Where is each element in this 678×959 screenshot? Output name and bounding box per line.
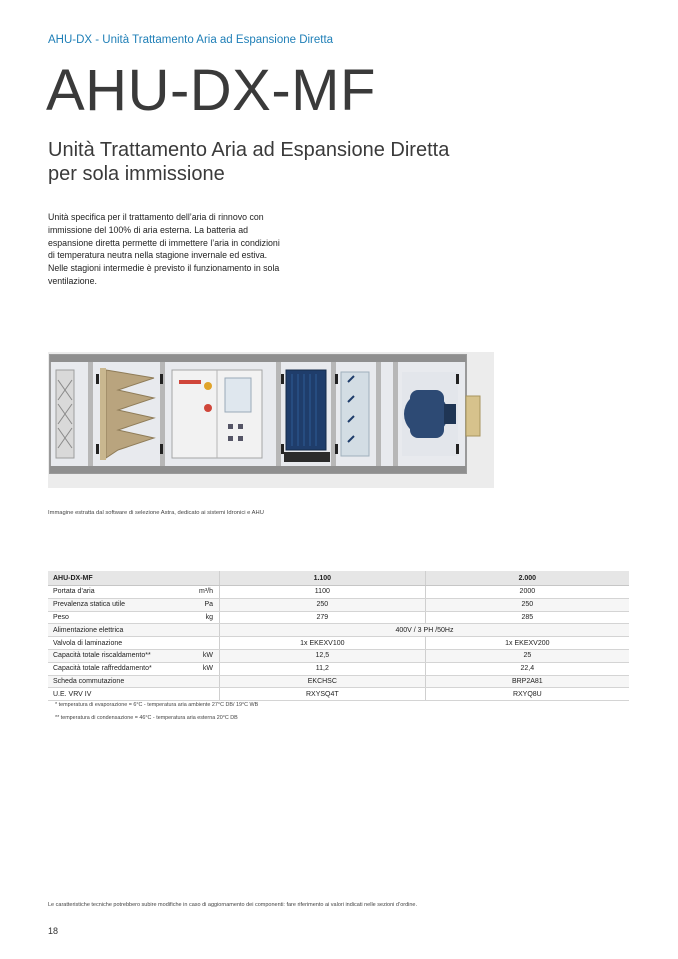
subtitle-line-2: per sola immissione [48, 163, 225, 185]
row-value-1: 279 [220, 611, 426, 624]
row-unit: kg [186, 611, 220, 624]
subtitle-line-1: Unità Trattamento Aria ad Espansione Diretta [48, 139, 450, 161]
table-row [48, 649, 629, 662]
intro-paragraph-2: Nelle stagioni intermedie è previsto il funzionamento in sola ventilazione. [48, 263, 280, 286]
row-unit [186, 675, 220, 688]
row-value-1: 11,2 [220, 662, 426, 675]
row-unit: m³/h [186, 586, 220, 599]
row-label: Alimentazione elettrica [48, 624, 186, 637]
row-label: U.E. VRV IV [48, 688, 186, 701]
row-value-1: 1x EKEXV100 [220, 637, 426, 650]
table-row [48, 675, 629, 688]
specs-table [48, 571, 629, 701]
dx-coil [284, 370, 330, 462]
row-value-2: 250 [425, 598, 629, 611]
row-unit: kW [186, 662, 220, 675]
row-value-1: 250 [220, 598, 426, 611]
control-panel [172, 370, 262, 458]
row-label: Valvola di laminazione [48, 637, 186, 650]
droplet-separator [341, 372, 369, 456]
page-title: AHU-DX-MF [46, 58, 376, 123]
bottom-rail [50, 466, 466, 473]
header-size-1: 1.100 [220, 571, 426, 586]
row-value-2: 285 [425, 611, 629, 624]
figure-caption: Immagine estratta dal software di selezione Astra, dedicato ai sistemi Idronici e AHU [48, 510, 264, 516]
row-unit: kW [186, 649, 220, 662]
row-value-1: 1100 [220, 586, 426, 599]
footnote-heating: ** temperatura di condensazione = 46°C - temperatura aria esterna 20°C DB [55, 715, 238, 721]
page-subtitle [48, 138, 528, 186]
row-value-merged: 400V / 3 PH /50Hz [220, 624, 630, 637]
ahu-unit-illustration [48, 352, 494, 488]
row-label: Capacità totale riscaldamento** [48, 649, 186, 662]
row-label: Prevalenza statica utile [48, 598, 186, 611]
row-value-2: BRP2A81 [425, 675, 629, 688]
table-row [48, 598, 629, 611]
page-number: 18 [48, 926, 59, 936]
row-value-1: RXYSQ4T [220, 688, 426, 701]
ahu-unit-drawing [48, 352, 494, 488]
outlet-damper [466, 396, 480, 436]
row-unit [186, 637, 220, 650]
table-footnotes [55, 699, 258, 725]
table-row [48, 662, 629, 675]
specs-header-row [48, 571, 629, 586]
header-size-2: 2.000 [425, 571, 629, 586]
row-value-2: RXYQ8U [425, 688, 629, 701]
table-row [48, 624, 629, 637]
row-value-2: 25 [425, 649, 629, 662]
top-rail [50, 355, 466, 362]
row-label: Portata d’aria [48, 586, 186, 599]
table-row [48, 611, 629, 624]
row-label: Scheda commutazione [48, 675, 186, 688]
row-label: Peso [48, 611, 186, 624]
intro-paragraph-1: Unità specifica per il trattamento dell’aria di rinnovo con immissione del 100% di aria esterna. La batteria ad espansione diretta permette di immettere l’aria in condizioni di temperatura neutra nella stagione invernale ed estiva. [48, 212, 280, 261]
row-value-2: 2000 [425, 586, 629, 599]
intro-text [48, 211, 288, 288]
row-value-2: 1x EKEXV200 [425, 637, 629, 650]
row-label: Capacità totale raffreddamento* [48, 662, 186, 675]
table-row [48, 637, 629, 650]
table-row [48, 586, 629, 599]
inlet-louver [56, 370, 74, 458]
section-header: AHU-DX - Unità Trattamento Aria ad Espansione Diretta [48, 34, 334, 46]
row-unit: Pa [186, 598, 220, 611]
header-model: AHU-DX-MF [48, 571, 220, 586]
row-value-1: 12,5 [220, 649, 426, 662]
footnote-cooling: * temperatura di evaporazione = 6°C - temperatura aria ambiente 27°C DB/ 19°C WB [55, 702, 259, 708]
disclaimer-note: Le caratteristiche tecniche potrebbero subire modifiche in caso di aggiornamento dei componenti: fare riferimento ai valori indicati nelle sezioni d’ordine. [48, 902, 418, 908]
supply-fan [402, 372, 458, 456]
row-value-1: EKCHSC [220, 675, 426, 688]
row-value-2: 22,4 [425, 662, 629, 675]
row-unit [186, 624, 220, 637]
